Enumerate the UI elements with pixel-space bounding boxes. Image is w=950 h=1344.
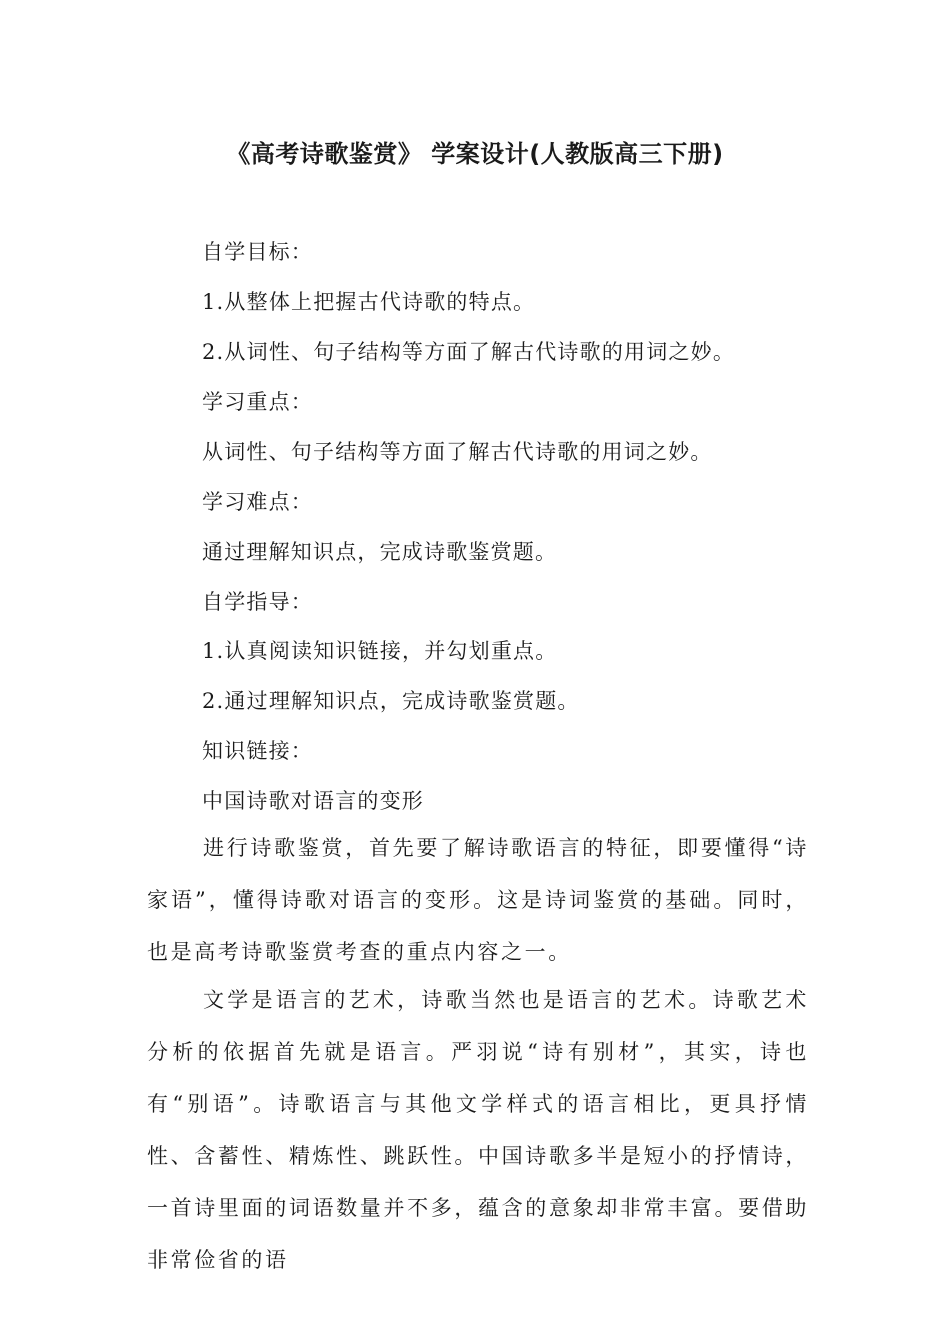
guide-item-1: 1.认真阅读知识链接，并勾划重点。 (202, 639, 558, 663)
key-points-text: 从词性、句子结构等方面了解古代诗歌的用词之妙。 (202, 440, 713, 464)
heading-key-points: 学习重点： (202, 390, 313, 414)
body-paragraph-2: 文学是语言的艺术，诗歌当然也是语言的艺术。诗歌艺术分析的依据首先就是语言。严羽说“诗有别材”，其实，诗也有“别语”。诗歌语言与其他文学样式的语言相比，更具抒情性、含蓄性、精炼性、跳跃性。中国诗歌多半是短小的抒情诗，一首诗里面的词语数量并不多，蕴含的意象却非常丰富。要借助非常俭省的语 (147, 988, 809, 1272)
section-subtitle: 中国诗歌对语言的变形 (202, 789, 424, 813)
heading-knowledge-link: 知识链接： (202, 739, 313, 763)
heading-difficulties: 学习难点： (202, 490, 313, 514)
document-title: 《高考诗歌鉴赏》 学案设计(人教版高三下册) (226, 140, 724, 168)
difficulties-text: 通过理解知识点，完成诗歌鉴赏题。 (202, 540, 558, 564)
heading-self-study-guide: 自学指导： (202, 590, 313, 614)
guide-item-2: 2.通过理解知识点，完成诗歌鉴赏题。 (202, 689, 580, 713)
goal-item-1: 1.从整体上把握古代诗歌的特点。 (202, 290, 536, 314)
body-paragraph-1: 进行诗歌鉴赏，首先要了解诗歌语言的特征，即要懂得“诗家语”，懂得诗歌对语言的变形。这是诗词鉴赏的基础。同时，也是高考诗歌鉴赏考查的重点内容之一。 (147, 836, 809, 964)
goal-item-2: 2.从词性、句子结构等方面了解古代诗歌的用词之妙。 (202, 340, 736, 364)
heading-self-study-goals: 自学目标： (202, 240, 313, 264)
